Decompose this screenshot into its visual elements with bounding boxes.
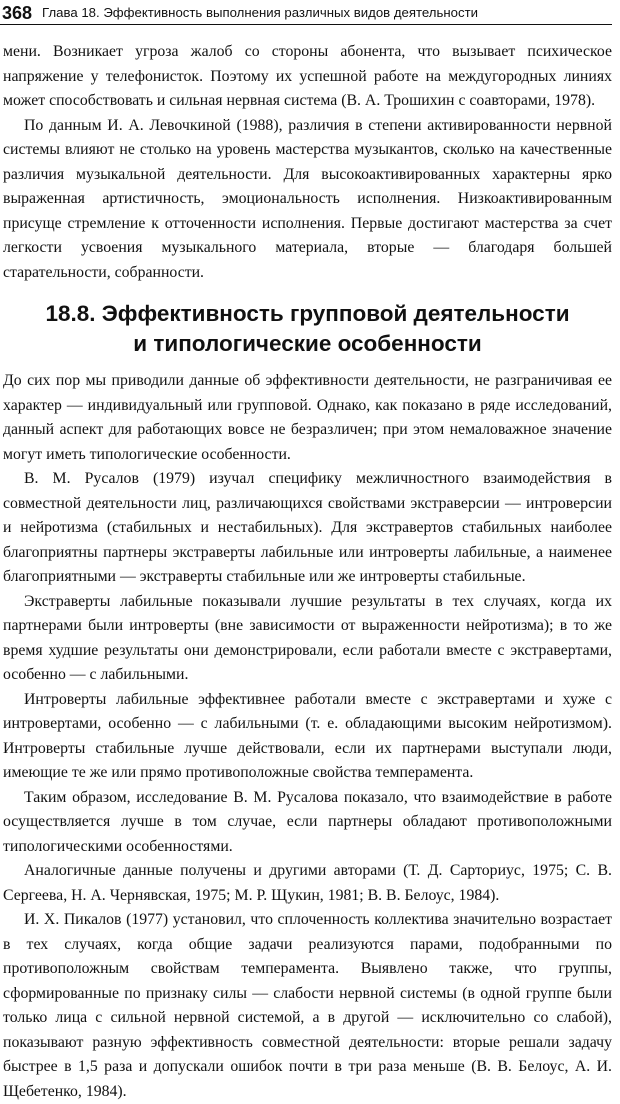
paragraph-intro: До сих пор мы приводили данные об эффективности деятельности, не разграничивая ее характер — индивидуальный или групповой. Однако, как показано в ряде исследований, данный аспект для работающих вовсе не безразличен; при этом немаловажное значение могут иметь типологические особенности. [3, 372, 612, 463]
paragraph-introverts-labile: Интроверты лабильные эффективнее работали вместе с экстравертами и хуже с интровертами, особенно — с лабильными (т. е. обладающими высоким нейротизмом). Интроверты стабильные лучше действовали, если их партнерами выступали люди, имеющие те же или прямо противоположные свойства темперамента. [3, 690, 612, 781]
section-heading [3, 299, 612, 359]
running-header [0, 0, 612, 25]
page-body [3, 40, 612, 1104]
paragraph-similar-data: Аналогичные данные получены и другими авторами (Т. Д. Сарториус, 1975; С. В. Сергеева, Н. А. Чернявская, 1975; М. Р. Щукин, 1981; В. В. Белоус, 1984). [3, 862, 612, 904]
chapter-title: Глава 18. Эффективность выполнения различных видов деятельности [42, 5, 478, 20]
section-heading-line-1: 18.8. Эффективность групповой деятельности [45, 301, 570, 326]
paragraph-pikalov: И. Х. Пикалов (1977) установил, что сплоченность коллектива значительно возрастает в тех случаях, когда общие задачи реализуются парами, подобранными по противоположным свойствам темперамента. Выявлено также, что группы, сформированные по признаку силы — слабости нервной системы (в одной группе были только лица с сильной нервной системой, а в другой — исключительно со слабой), показывают разную эффективность совместной деятельности: вторые решали задачу быстрее в 1,5 раза и допускали ошибок почти в три раза меньше (В. В. Белоус, А. И. Щебетенко, 1984). [3, 911, 612, 1100]
paragraph-continued: мени. Возникает угроза жалоб со стороны абонента, что вызывает психическое напряжение у телефонисток. Поэтому их успешной работе на междугородных линиях может способствовать и сильная нервная система (В. А. Трошихин с соавторами, 1978). [3, 43, 612, 109]
paragraph-conclusion: Таким образом, исследование В. М. Русалова показало, что взаимодействие в работе осуществляется лучше в том случае, если партнеры обладают противоположными типологическими особенностями. [3, 788, 612, 855]
section-heading-line-2: и типологические особенности [133, 331, 482, 356]
paragraph-levochkina: По данным И. А. Левочкиной (1988), различия в степени активированности нервной системы влияют не столько на уровень мастерства музыкантов, сколько на качественные различия музыкальной деятельности. Для высокоактивированных характерны ярко выраженная артистичность, эмоциональность исполнения. Низкоактивированным присуще стремление к отточенности исполнения. Первые достигают мастерства за счет легкости усвоения музыкального материала, вторые — благодаря большей старательности, собранности. [3, 116, 612, 281]
paragraph-extraverts-labile: Экстраверты лабильные показывали лучшие результаты в тех случаях, когда их партнерами были интроверты (вне зависимости от выраженности нейротизма); в то же время худшие результаты они демонстрировали, если работали вместе с экстравертами, особенно — с лабильными. [3, 592, 612, 683]
paragraph-rusalov: В. М. Русалов (1979) изучал специфику межличностного взаимодействия в совместной деятельности лиц, различающихся свойствами экстраверсии — интроверсии и нейротизма (стабильных и нестабильных). Для экстравертов стабильных наиболее благоприятны партнеры экстраверты лабильные или интроверты лабильные, а наименее благоприятными — экстраверты стабильные или же интроверты стабильные. [3, 470, 612, 585]
page-number: 368 [2, 3, 33, 23]
